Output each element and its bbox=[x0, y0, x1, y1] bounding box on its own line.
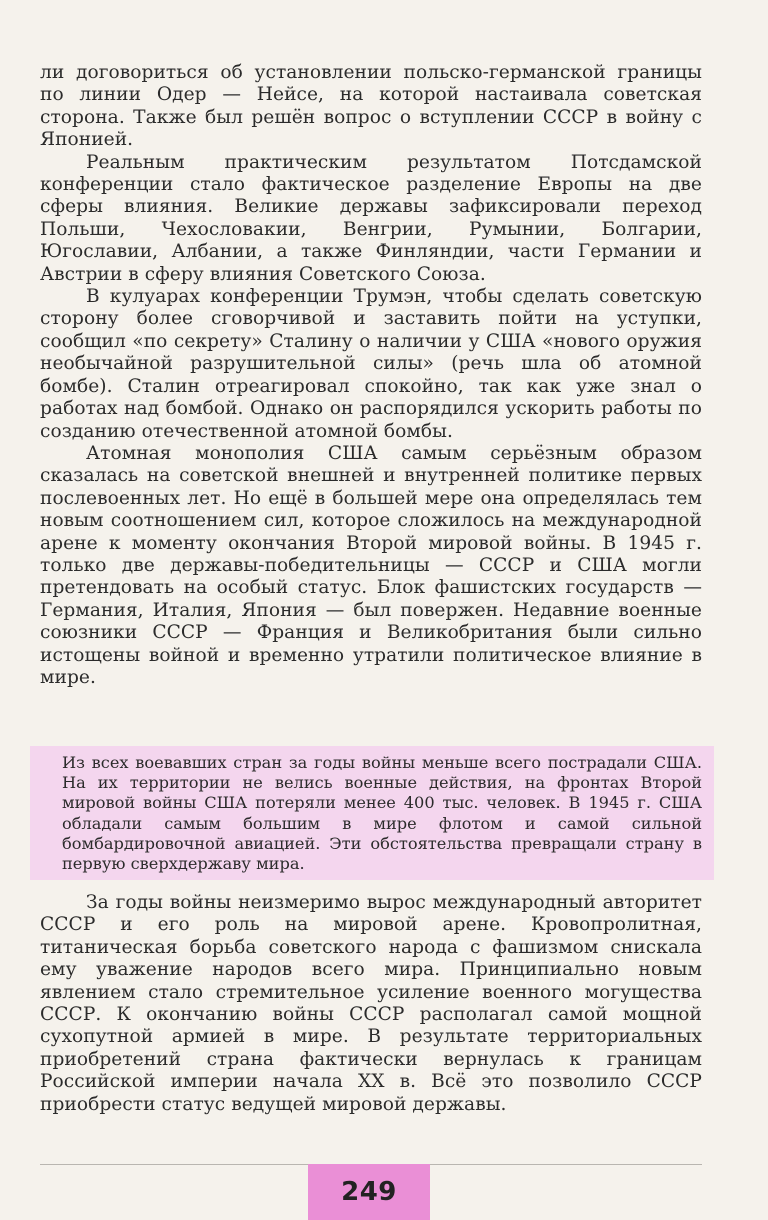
page-number: 249 bbox=[341, 1177, 397, 1207]
paragraph-potsdam-border: ли договориться об установлении польско-германской границы по линии Одер — Нейсе, на которой настаивала советская сторона. Также был решён вопрос о вступлении СССР в войну с Японией. bbox=[40, 62, 702, 151]
paragraph-ussr-authority: За годы войны неизмеримо вырос международный авторитет СССР и его роль на мировой арене. Кровопролитная, титаническая борьба советского народа с фашизмом снискала ему уважение народов всего мира. Принципиально новым явлением стало стремительное усиление военного могущества СССР. К окончанию войны СССР располагал самой мощной сухопутной армией в мире. В результате территориальных приобретений страна фактически вернулась к границам Российской империи начала XX в. Всё это позволило СССР приобрести статус ведущей мировой державы. bbox=[40, 892, 702, 1115]
main-text-top bbox=[40, 62, 702, 689]
page-number-badge bbox=[308, 1164, 430, 1220]
highlight-text-usa: Из всех воевавших стран за годы войны меньше всего пострадали США. На их территории не велись военные действия, на фронтах Второй мировой войны США потеряли менее 400 тыс. человек. В 1945 г. США обладали самым большим в мире флотом и самой сильной бомбардировочной авиацией. Эти обстоятельства превращали страну в первую сверхдержаву мира. bbox=[62, 753, 702, 874]
paragraph-atomic-monopoly: Атомная монополия США самым серьёзным образом сказалась на советской внешней и внутренней политике первых послевоенных лет. Но ещё в большей мере она определялась тем новым соотношением сил, которое сложилось на международной арене к моменту окончания Второй мировой войны. В 1945 г. только две державы-победительницы — СССР и США могли претендовать на особый статус. Блок фашистских государств — Германия, Италия, Япония — был повержен. Недавние военные союзники СССР — Франция и Великобритания были сильно истощены войной и временно утратили политическое влияние в мире. bbox=[40, 442, 702, 688]
main-text-bottom bbox=[40, 892, 702, 1116]
paragraph-truman-atomic-secret: В кулуарах конференции Трумэн, чтобы сделать советскую сторону более сговорчивой и заставить пойти на уступки, сообщил «по секрету» Сталину о наличии у США «нового оружия необычайной разрушительной силы» (речь шла об атомной бомбе). Сталин отреагировал спокойно, так как уже знал о работах над бомбой. Однако он распорядился ускорить работы по созданию отечественной атомной бомбы. bbox=[40, 286, 702, 442]
paragraph-spheres-of-influence: Реальным практическим результатом Потсдамской конференции стало фактическое разделение Европы на две сферы влияния. Великие державы зафиксировали переход Польши, Чехословакии, Венгрии, Румынии, Болгарии, Югославии, Албании, а также Финляндии, части Германии и Австрии в сферу влияния Советского Союза. bbox=[40, 151, 702, 285]
